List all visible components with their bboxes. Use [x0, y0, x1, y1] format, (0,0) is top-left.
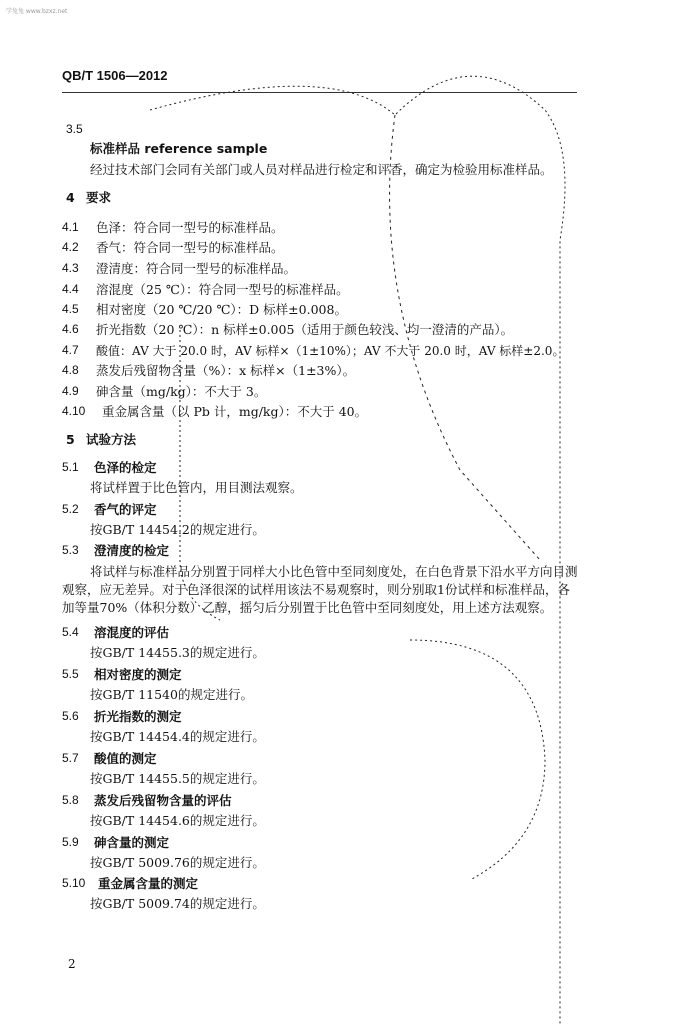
method-title: 砷含量的测定	[94, 835, 170, 850]
requirement-number: 4.7	[62, 343, 79, 357]
method-body: 按GB/T 5009.76的规定进行。	[90, 855, 265, 870]
term-definition: 经过技术部门会同有关部门或人员对样品进行检定和评香，确定为检验用标准样品。	[90, 162, 553, 177]
method-number: 5.1	[62, 460, 79, 474]
method-body: 将试样与标准样品分别置于同样大小比色管中至同刻度处，在白色背景下沿水平方向目测观察，应无差异。对于色泽很深的试样用该法不易观察时，则分别取1份试样和标准样品，各加等量70%（体积分数）乙醇，摇匀后分别置于比色管中至同刻度处，用上述方法观察。	[62, 564, 578, 615]
requirement-number: 4.5	[62, 302, 79, 316]
method-title: 色泽的检定	[94, 460, 157, 475]
header-rule	[62, 92, 577, 93]
watermark-header: 学兔兔 www.bzxz.net	[6, 8, 68, 15]
method-number: 5.8	[62, 793, 79, 807]
method-number: 5.3	[62, 543, 79, 557]
method-body: 按GB/T 14455.3的规定进行。	[90, 645, 265, 660]
method-number: 5.4	[62, 625, 79, 639]
requirement-number: 4.1	[62, 220, 79, 234]
method-title: 相对密度的测定	[94, 667, 182, 682]
requirement-text: 溶混度（25 ℃）：符合同一型号的标准样品。	[96, 282, 349, 297]
requirement-number: 4.2	[62, 240, 79, 254]
requirement-number: 4.9	[62, 384, 79, 398]
document-code: QB/T 1506—2012	[62, 68, 168, 83]
method-title: 溶混度的评估	[94, 625, 170, 640]
requirement-number: 4.8	[62, 363, 79, 377]
method-number: 5.9	[62, 835, 79, 849]
method-body: 按GB/T 14454.4的规定进行。	[90, 729, 265, 744]
method-number: 5.2	[62, 502, 79, 516]
requirement-text: 蒸发后残留物含量（%）：x 标样×（1±3%）。	[96, 363, 356, 378]
requirement-text: 香气：符合同一型号的标准样品。	[96, 240, 284, 255]
requirement-text: 澄清度：符合同一型号的标准样品。	[96, 261, 297, 276]
method-title: 折光指数的测定	[94, 709, 182, 724]
requirement-text: 重金属含量（以 Pb 计，mg/kg）：不大于 40。	[102, 404, 368, 419]
page-number: 2	[68, 957, 76, 971]
requirement-text: 酸值：AV 大于 20.0 时，AV 标样×（1±10%）；AV 不大于 20.0 时，AV 标样±2.0。	[96, 344, 565, 358]
term-title: 标准样品 reference sample	[90, 141, 268, 156]
section-title-requirements: 要求	[86, 190, 112, 205]
method-title: 酸值的测定	[94, 751, 157, 766]
method-body: 按GB/T 5009.74的规定进行。	[90, 896, 265, 911]
method-number: 5.10	[62, 876, 86, 890]
section-title-test-methods: 试验方法	[86, 432, 137, 447]
requirement-number: 4.3	[62, 261, 79, 275]
method-number: 5.7	[62, 751, 79, 765]
requirement-text: 砷含量（mg/kg）：不大于 3。	[96, 384, 267, 399]
requirement-number: 4.4	[62, 282, 79, 296]
method-body: 按GB/T 14454.6的规定进行。	[90, 813, 265, 828]
method-body: 将试样置于比色管内，用目测法观察。	[90, 480, 303, 495]
requirement-number: 4.6	[62, 322, 79, 336]
requirement-text: 色泽：符合同一型号的标准样品。	[96, 220, 284, 235]
requirement-text: 折光指数（20 ℃）：n 标样±0.005（适用于颜色较浅、均一澄清的产品）。	[96, 322, 514, 337]
method-title: 重金属含量的测定	[98, 876, 199, 891]
method-number: 5.5	[62, 667, 79, 681]
method-body: 按GB/T 11540的规定进行。	[90, 687, 253, 702]
method-number: 5.6	[62, 709, 79, 723]
method-title: 澄清度的检定	[94, 543, 170, 558]
requirement-text: 相对密度（20 ℃/20 ℃）：D 标样±0.008。	[96, 302, 347, 317]
section-number-5: 5	[66, 432, 75, 447]
method-title: 香气的评定	[94, 502, 157, 517]
requirement-number: 4.10	[62, 404, 86, 418]
method-body: 按GB/T 14455.5的规定进行。	[90, 771, 265, 786]
method-title: 蒸发后残留物含量的评估	[94, 793, 232, 808]
method-body: 按GB/T 14454.2的规定进行。	[90, 522, 265, 537]
section-number-4: 4	[66, 190, 75, 205]
section-number-3-5: 3.5	[66, 122, 83, 136]
